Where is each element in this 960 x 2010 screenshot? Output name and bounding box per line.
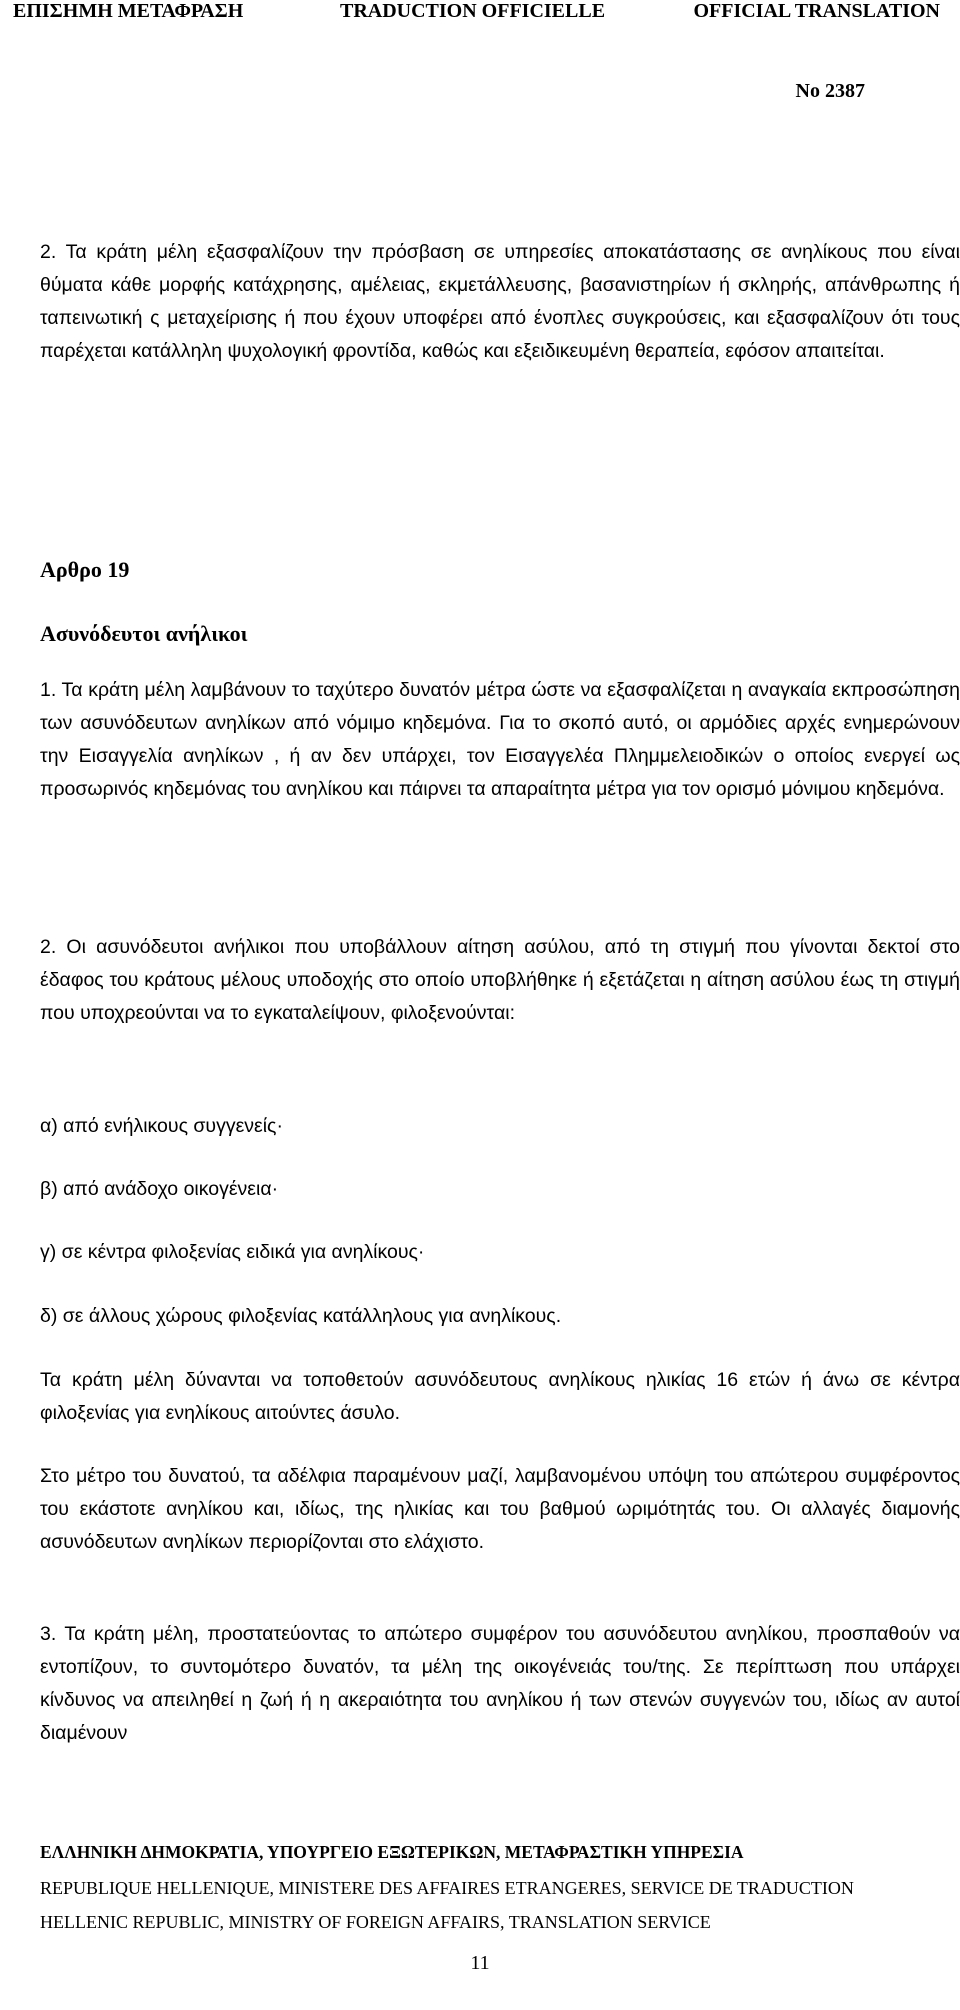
paragraph-rehabilitation-services: 2. Τα κράτη μέλη εξασφαλίζουν την πρόσβαση σε υπηρεσίες αποκατάστασης σε ανηλίκους που είναι θύματα κάθε μορφής κατάχρησης, αμέλειας, εκμετάλλευσης, βασανιστηρίων ή σκληρής, απάνθρωπης ή ταπεινωτική ς μεταχείρισης ή που έχουν υποφέρει από ένοπλες συγκρούσεις, και εξασφαλίζουν ότι τους παρέχεται κατάλληλη ψυχολογική φροντίδα, καθώς και εξειδικευμένη θεραπεία, εφόσον απαιτείται.	[40, 241, 960, 362]
article-title: Ασυνόδευτοι ανήλικοι	[40, 621, 248, 646]
header-greek-official-translation: ΕΠΙΣΗΜΗ ΜΕΤΑΦΡΑΣΗ	[13, 0, 244, 22]
list-item-a: α) από ενήλικους συγγενείς·	[40, 1115, 283, 1137]
footer-english-ministry: HELLENIC REPUBLIC, MINISTRY OF FOREIGN AFFAIRS, TRANSLATION SERVICE	[40, 1912, 711, 1932]
header-english-official-translation: OFFICIAL TRANSLATION	[693, 0, 940, 22]
header-french-official-translation: TRADUCTION OFFICIELLE	[340, 0, 606, 22]
list-item-c: γ) σε κέντρα φιλοξενίας ειδικά για ανηλίκους·	[40, 1241, 425, 1263]
list-item-d: δ) σε άλλους χώρους φιλοξενίας κατάλληλους για ανηλίκους.	[40, 1305, 562, 1327]
paragraph-siblings: Στο μέτρο του δυνατού, τα αδέλφια παραμένουν μαζί, λαμβανομένου υπόψη του απώτερου συμφέροντος του εκάστοτε ανηλίκου και, ιδίως, της ηλικίας και του βαθμού ωριμότητάς του. Οι αλλαγές διαμονής ασυνόδευτων ανηλίκων περιορίζονται στο ελάχιστο.	[40, 1465, 960, 1553]
list-item-b: β) από ανάδοχο οικογένεια·	[40, 1178, 279, 1200]
footer-french-ministry: REPUBLIQUE HELLENIQUE, MINISTERE DES AFFAIRES ETRANGERES, SERVICE DE TRADUCTION	[40, 1878, 854, 1898]
paragraph-age-16-placement: Τα κράτη μέλη δύνανται να τοποθετούν ασυνόδευτους ανηλίκους ηλικίας 16 ετών ή άνω σε κέντρα φιλοξενίας για ενηλίκους αιτούντες άσυλο.	[40, 1369, 960, 1424]
paragraph-guardian-representation: 1. Τα κράτη μέλη λαμβάνουν το ταχύτερο δυνατόν μέτρα ώστε να εξασφαλίζεται η αναγκαία εκπροσώπηση των ασυνόδευτων ανηλίκων από νόμιμο κηδεμόνα. Για το σκοπό αυτό, οι αρμόδιες αρχές ενημερώνουν την Εισαγγελία ανηλίκων , ή αν δεν υπάρχει, τον Εισαγγελέα Πλημμελειοδικών ο οποίος ενεργεί ως προσωρινός κηδεμόνας του ανηλίκου και πάιρνει τα απαραίτητα μέτρα για τον ορισμό μόνιμου κηδεμόνα.	[40, 679, 960, 800]
paragraph-family-tracing: 3. Τα κράτη μέλη, προστατεύοντας το απώτερο συμφέρον του ασυνόδευτου ανηλίκου, προσπαθούν να εντοπίζουν, το συντομότερο δυνατόν, τα μέλη της οικογένειάς του/της. Σε περίπτωση που υπάρχει κίνδυνος να απειληθεί η ζωή ή η ακεραιότητα του ανηλίκου ή των στενών συγγενών του, ιδίως αν αυτοί διαμένουν	[40, 1623, 960, 1744]
page-number: 11	[470, 1952, 490, 1974]
article-number: Αρθρο 19	[40, 557, 130, 582]
paragraph-accommodation: 2. Οι ασυνόδευτοι ανήλικοι που υποβάλλουν αίτηση ασύλου, από τη στιγμή που γίνονται δεκτοί στο έδαφος του κράτους μέλους υποδοχής στο οποίο υποβλήθηκε ή εξετάζεται η αίτηση ασύλου έως τη στιγμή που υποχρεούνται να το εγκαταλείψουν, φιλοξενούνται:	[40, 936, 960, 1024]
document-number: Νο 2387	[795, 80, 865, 102]
footer-greek-ministry: ΕΛΛΗΝΙΚΗ ΔΗΜΟΚΡΑΤΙΑ, ΥΠΟΥΡΓΕΙΟ ΕΞΩΤΕΡΙΚΩΝ, ΜΕΤΑΦΡΑΣΤΙΚΗ ΥΠΗΡΕΣΙΑ	[40, 1842, 744, 1862]
